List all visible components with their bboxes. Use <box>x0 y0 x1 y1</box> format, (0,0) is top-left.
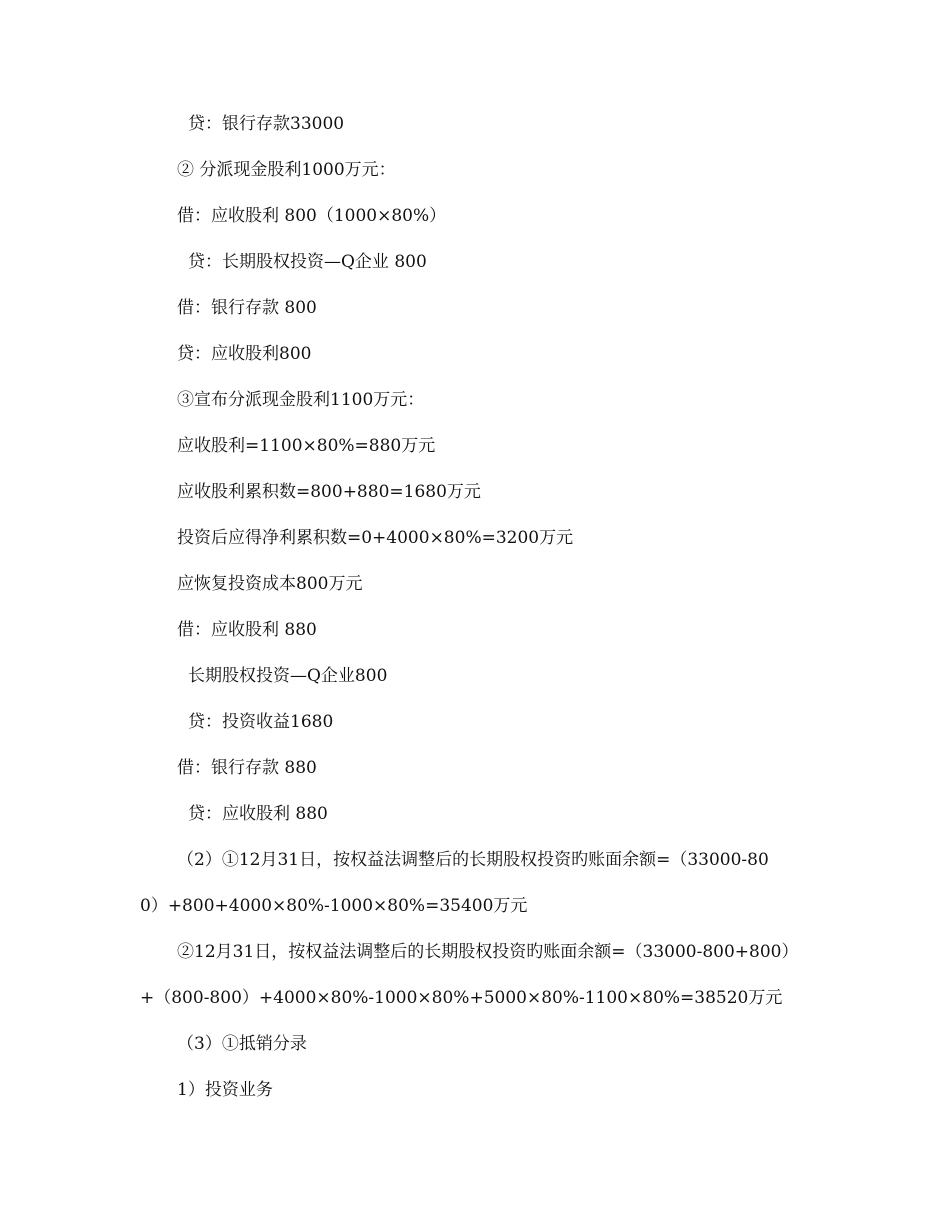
text-line-equity-method-balance-part1: （2）①12月31日，按权益法调整后的长期股权投资旳账面余额=（33000-80 <box>177 850 769 870</box>
text-line-declare-dividend-1100: ③宣布分派现金股利1100万元： <box>177 390 425 410</box>
text-line-elimination-entry: （3）①抵销分录 <box>177 1034 307 1054</box>
text-line-credit-dividend-receivable-880: 贷：应收股利 880 <box>188 804 328 824</box>
text-line-equity-method-balance-part2: 0）+800+4000×80%-1000×80%=35400万元 <box>140 896 528 916</box>
text-line-debit-bank-deposit-880: 借：银行存款 880 <box>177 758 317 778</box>
text-line-second-year-balance-part1: ②12月31日，按权益法调整后的长期股权投资旳账面余额=（33000-800+800） <box>177 942 799 962</box>
text-line-credit-bank-deposit: 贷：银行存款33000 <box>188 114 345 134</box>
text-line-cumulative-dividend: 应收股利累积数=800+880=1680万元 <box>177 482 481 502</box>
text-line-debit-dividend-receivable-880: 借：应收股利 880 <box>177 620 317 640</box>
text-line-credit-dividend-receivable-800: 贷：应收股利800 <box>177 344 312 364</box>
text-line-cumulative-net-profit: 投资后应得净利累积数=0+4000×80%=3200万元 <box>177 528 574 548</box>
text-line-credit-long-term-investment-800: 贷：长期股权投资—Q企业 800 <box>188 252 427 272</box>
text-line-credit-investment-income: 贷：投资收益1680 <box>188 712 334 732</box>
text-line-debit-dividend-receivable-800: 借：应收股利 800（1000×80%） <box>177 206 447 226</box>
text-line-long-term-investment-800: 长期股权投资—Q企业800 <box>188 666 388 686</box>
text-line-dividend-receivable-calculation: 应收股利=1100×80%=880万元 <box>177 436 436 456</box>
text-line-debit-bank-deposit-800: 借：银行存款 800 <box>177 298 317 318</box>
text-line-restore-investment-cost: 应恢复投资成本800万元 <box>177 574 363 594</box>
text-line-investment-business: 1）投资业务 <box>177 1080 273 1100</box>
text-line-second-year-balance-part2: +（800-800）+4000×80%-1000×80%+5000×80%-1100×80%=38520万元 <box>140 988 783 1008</box>
text-line-cash-dividend-1000: ② 分派现金股利1000万元： <box>177 160 396 180</box>
